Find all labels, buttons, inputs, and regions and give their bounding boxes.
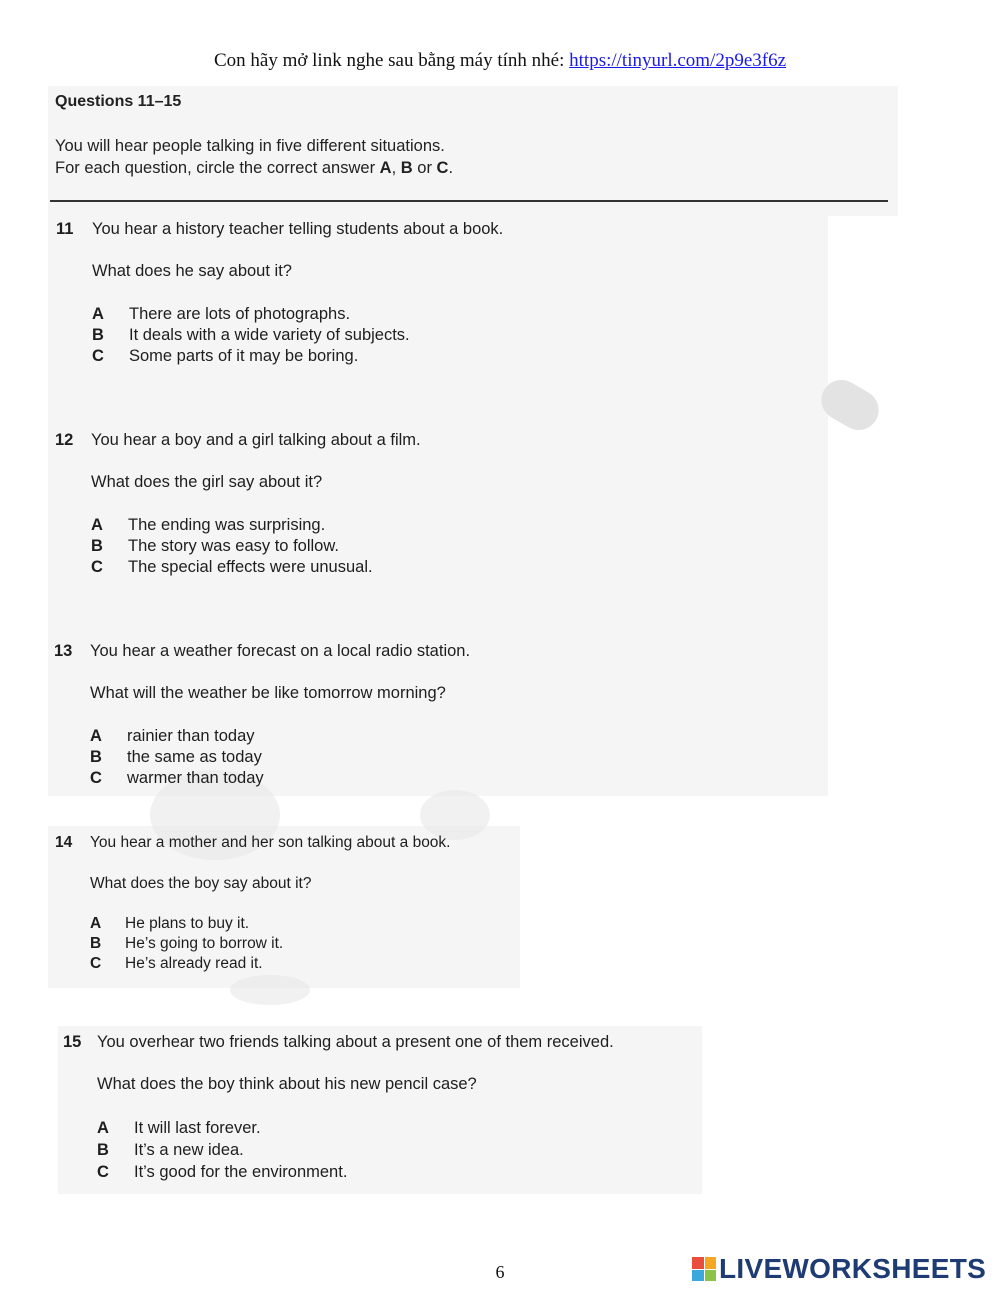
instruction-line-1: You will hear people talking in five different situations. <box>55 137 445 155</box>
option-letter: C <box>91 558 103 576</box>
page-number: 6 <box>495 1262 505 1282</box>
option-text: The story was easy to follow. <box>128 537 339 555</box>
logo-tile <box>692 1257 704 1269</box>
option-c[interactable] <box>92 347 358 366</box>
question-stem: You overhear two friends talking about a present one of them received. <box>97 1033 614 1051</box>
option-letter: A <box>91 516 103 534</box>
option-text: It deals with a wide variety of subjects. <box>129 326 410 344</box>
option-letter: C <box>92 347 104 365</box>
instruction-letter-b: B <box>400 159 413 177</box>
option-letter: C <box>97 1163 109 1181</box>
option-text: rainier than today <box>127 727 255 745</box>
option-a[interactable] <box>91 516 325 535</box>
option-a[interactable] <box>92 305 350 324</box>
option-a[interactable] <box>90 915 249 933</box>
option-b[interactable] <box>91 537 339 556</box>
option-letter: C <box>90 769 102 787</box>
option-b[interactable] <box>90 748 262 767</box>
watermark-shape <box>420 790 490 840</box>
instruction-period: . <box>448 159 454 177</box>
question-number: 15 <box>63 1033 82 1051</box>
audio-instruction-text: Con hãy mở link nghe sau bằng máy tính nhé: <box>213 50 565 71</box>
option-c[interactable] <box>97 1163 347 1182</box>
question-prompt: What does the boy say about it? <box>90 875 312 892</box>
question-number: 11 <box>56 220 74 238</box>
option-c[interactable] <box>91 558 373 577</box>
audio-instruction-line <box>0 50 1000 72</box>
logo-tile <box>692 1270 704 1282</box>
option-letter: B <box>91 537 103 555</box>
liveworksheets-logo <box>692 1254 986 1284</box>
logo-tile <box>705 1270 717 1282</box>
question-number: 14 <box>55 834 73 851</box>
option-text: It will last forever. <box>134 1119 261 1137</box>
watermark-shape <box>230 975 310 1005</box>
question-prompt: What does he say about it? <box>92 262 292 280</box>
question-stem: You hear a weather forecast on a local radio station. <box>90 642 471 660</box>
option-letter: A <box>90 727 102 745</box>
question-number: 12 <box>55 431 74 449</box>
scan-questions-block <box>48 216 828 796</box>
instruction-letter-c: C <box>436 159 449 177</box>
option-text: It’s a new idea. <box>134 1141 244 1159</box>
option-letter: B <box>97 1141 109 1159</box>
question-stem: You hear a history teacher telling students about a book. <box>92 220 504 238</box>
question-prompt: What does the girl say about it? <box>91 473 323 491</box>
option-b[interactable] <box>97 1141 244 1160</box>
option-letter: A <box>90 915 102 932</box>
option-text: Some parts of it may be boring. <box>129 347 359 365</box>
option-c[interactable] <box>90 955 263 973</box>
option-c[interactable] <box>90 769 264 788</box>
option-text: warmer than today <box>127 769 264 787</box>
option-text: The ending was surprising. <box>128 516 326 534</box>
instruction-letter-a: A <box>379 159 392 177</box>
section-title: Questions 11–15 <box>55 93 182 110</box>
liveworksheets-logo-icon <box>692 1257 716 1281</box>
option-letter: B <box>90 748 102 766</box>
question-prompt: What will the weather be like tomorrow morning? <box>90 684 446 702</box>
option-letter: A <box>97 1119 109 1137</box>
instruction-separator: , <box>391 159 397 177</box>
option-letter: B <box>90 935 102 952</box>
option-text: He’s already read it. <box>125 955 263 972</box>
option-text: He plans to buy it. <box>125 915 250 932</box>
option-letter: C <box>90 955 102 972</box>
option-b[interactable] <box>90 935 283 953</box>
question-stem: You hear a mother and her son talking about a book. <box>90 834 451 851</box>
option-text: He’s going to borrow it. <box>125 935 284 952</box>
option-b[interactable] <box>92 326 410 345</box>
logo-tile <box>705 1257 717 1269</box>
option-letter: A <box>92 305 104 323</box>
option-text: It’s good for the environment. <box>134 1163 348 1181</box>
instruction-or: or <box>417 159 432 177</box>
audio-link[interactable]: https://tinyurl.com/2p9e3f6z <box>569 50 787 71</box>
instruction-line-2-text: For each question, circle the correct answer <box>55 159 376 177</box>
option-letter: B <box>92 326 104 344</box>
brand-name: LIVEWORKSHEETS <box>719 1253 987 1284</box>
option-a[interactable] <box>90 727 255 746</box>
option-text: There are lots of photographs. <box>129 305 351 323</box>
option-text: the same as today <box>127 748 262 766</box>
option-text: The special effects were unusual. <box>128 558 373 576</box>
question-prompt: What does the boy think about his new pencil case? <box>97 1075 477 1093</box>
question-stem: You hear a boy and a girl talking about a film. <box>91 431 421 449</box>
question-number: 13 <box>54 642 73 660</box>
section-divider <box>50 200 888 202</box>
option-a[interactable] <box>97 1119 261 1138</box>
instruction-line-2 <box>55 159 453 178</box>
